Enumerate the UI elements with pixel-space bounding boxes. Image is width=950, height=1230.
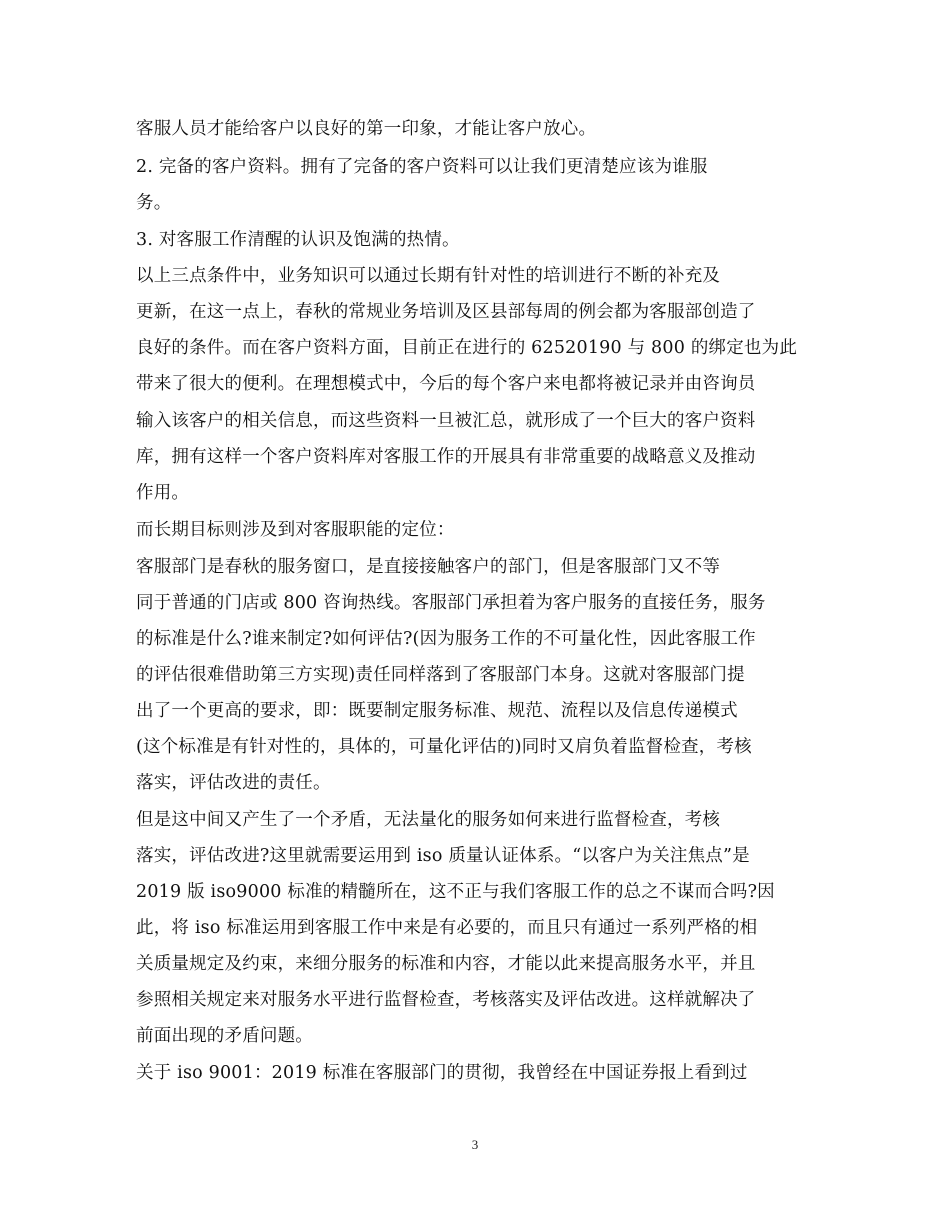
text-line: 更新，在这一点上，春秋的常规业务培训及区县部每周的例会都为客服部创造了 bbox=[136, 302, 756, 322]
text-line: 同于普通的门店或 800 咨询热线。客服部门承担着为客户服务的直接任务，服务 bbox=[136, 593, 766, 613]
text-line: 参照相关规定来对服务水平进行监督检查，考核落实及评估改进。这样就解决了 bbox=[136, 990, 756, 1010]
text-line: 库，拥有这样一个客户资料库对客服工作的开展具有非常重要的战略意义及推动 bbox=[136, 447, 756, 467]
text-line: 带来了很大的便利。在理想模式中，今后的每个客户来电都将被记录并由咨询员 bbox=[136, 374, 756, 394]
text-line: 的标准是什么?谁来制定?如何评估?(因为服务工作的不可量化性，因此客服工作 bbox=[136, 629, 756, 649]
text-line: 出了一个更高的要求，即：既要制定服务标准、规范、流程以及信息传递模式 bbox=[136, 701, 738, 721]
text-line: 客服人员才能给客户以良好的第一印象，才能让客户放心。 bbox=[136, 119, 597, 139]
text-line: 客服部门是春秋的服务窗口，是直接接触客户的部门，但是客服部门又不等 bbox=[136, 557, 721, 577]
text-line: 关质量规定及约束，来细分服务的标准和内容，才能以此来提高服务水平，并且 bbox=[136, 954, 756, 974]
text-line: 落实，评估改进?这里就需要运用到 iso 质量认证体系。“以客户为关注焦点”是 bbox=[136, 846, 750, 866]
text-line: 良好的条件。而在客户资料方面，目前正在进行的 62520190 与 800 的绑定也为此 bbox=[136, 338, 798, 358]
text-line: 关于 iso 9001：2019 标准在客服部门的贯彻，我曾经在中国证券报上看到过 bbox=[136, 1063, 748, 1083]
text-line: 而长期目标则涉及到对客服职能的定位： bbox=[136, 520, 455, 540]
text-line: 以上三点条件中，业务知识可以通过长期有针对性的培训进行不断的补充及 bbox=[136, 266, 721, 286]
text-line: (这个标准是有针对性的，具体的，可量化评估的)同时又肩负着监督检查，考核 bbox=[136, 737, 752, 757]
text-line: 此，将 iso 标准运用到客服工作中来是有必要的，而且只有通过一系列严格的相 bbox=[136, 918, 758, 938]
text-line: 但是这中间又产生了一个矛盾，无法量化的服务如何来进行监督检查，考核 bbox=[136, 810, 721, 830]
text-line: 输入该客户的相关信息，而这些资料一旦被汇总，就形成了一个巨大的客户资料 bbox=[136, 411, 756, 431]
text-line: 2019 版 iso9000 标准的精髓所在，这不正与我们客服工作的总之不谋而合吗?因 bbox=[136, 882, 775, 902]
text-line: 作用。 bbox=[136, 483, 190, 503]
text-line: 的评估很难借助第三方实现)责任同样落到了客服部门本身。这就对客服部门提 bbox=[136, 665, 745, 685]
page-number: 3 bbox=[471, 1137, 479, 1152]
text-line: 务。 bbox=[136, 193, 172, 213]
text-line: 3. 对客服工作清醒的认识及饱满的热情。 bbox=[136, 230, 460, 250]
text-line: 落实，评估改进的责任。 bbox=[136, 773, 331, 793]
text-line: 前面出现的矛盾问题。 bbox=[136, 1026, 313, 1046]
text-line: 2. 完备的客户资料。拥有了完备的客户资料可以让我们更清楚应该为谁服 bbox=[136, 157, 708, 177]
